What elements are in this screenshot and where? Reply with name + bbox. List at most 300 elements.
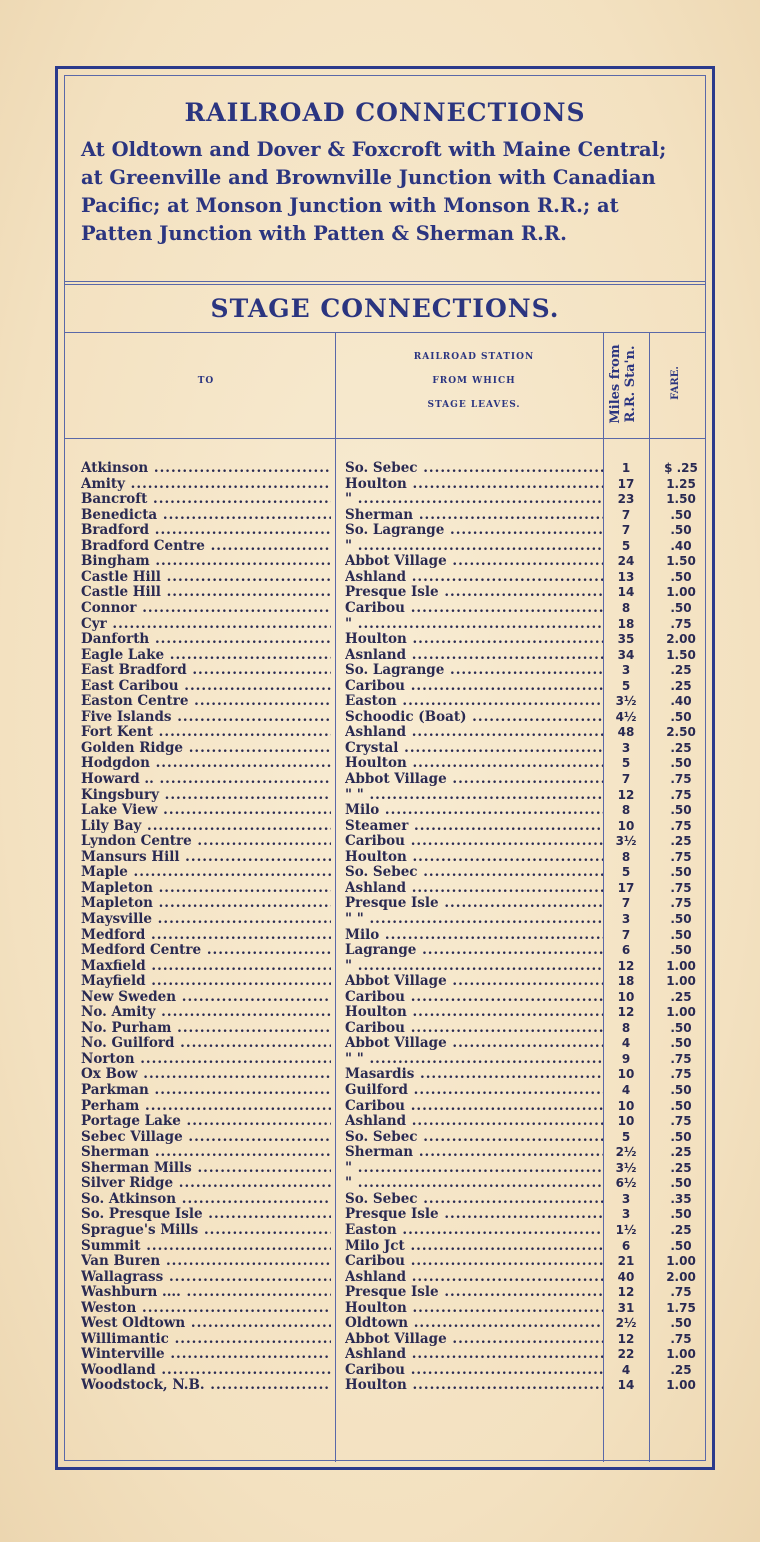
miles-cell: 7 [621, 507, 631, 522]
table-row [65, 539, 705, 554]
table-row [65, 803, 705, 818]
destination-cell: New Sweden ..... [81, 990, 331, 1005]
fare-cell: .75 [670, 896, 692, 911]
table-row [65, 508, 705, 523]
table-row [65, 1254, 705, 1269]
miles-cell: 13 [617, 569, 635, 584]
station-cell: Houlton ..... [345, 1005, 603, 1020]
miles-cell: 23 [617, 492, 635, 507]
miles-cell: 14 [617, 585, 635, 600]
miles-cell: 7 [621, 772, 631, 786]
destination-cell: Eagle Lake ..... [81, 648, 331, 663]
station-cell: Lagrange ..... [345, 943, 603, 958]
station-cell: Presque Isle ..... [345, 585, 603, 600]
destination-cell: Benedicta ..... [81, 508, 331, 523]
table-row [65, 1067, 705, 1082]
fare-cell: .50 [670, 1036, 692, 1051]
fare-cell: .25 [670, 1145, 692, 1160]
miles-cell: 12 [617, 1005, 635, 1020]
miles-cell: 6 [621, 1238, 631, 1253]
destination-cell: Mapleton ..... [81, 896, 331, 911]
station-cell: Caribou ..... [345, 1363, 603, 1378]
station-cell: So. Sebec ..... [345, 461, 603, 476]
miles-cell: 21 [617, 1254, 635, 1269]
station-cell: So. Lagrange ..... [345, 663, 603, 678]
miles-cell: 48 [617, 725, 635, 740]
miles-cell: 3½ [615, 694, 637, 709]
fare-cell: .75 [670, 849, 692, 864]
station-cell: Ashland ..... [345, 725, 603, 740]
table-row [65, 617, 705, 632]
table-row [65, 1005, 705, 1020]
station-cell: Ashland ..... [345, 1270, 603, 1285]
destination-cell: Ox Bow ..... [81, 1067, 331, 1082]
fare-cell: 2.00 [666, 1269, 696, 1284]
station-cell: Ashland ..... [345, 1114, 603, 1129]
inner-border [64, 75, 706, 1461]
miles-cell: 5 [621, 538, 631, 553]
fare-cell: 1.00 [666, 974, 696, 989]
table-top-rule [65, 332, 705, 333]
fare-cell: .25 [670, 1160, 692, 1175]
miles-cell: 34 [617, 647, 635, 662]
table-row [65, 1083, 705, 1098]
railroad-connections-title: RAILROAD CONNECTIONS [184, 98, 586, 127]
destination-cell: Van Buren ..... [81, 1254, 331, 1269]
station-cell: So. Sebec ..... [345, 1192, 603, 1207]
table-row [65, 1176, 705, 1191]
destination-cell: Sherman ..... [81, 1145, 331, 1160]
destination-cell: Amity ..... [81, 477, 331, 492]
station-cell: Milo Jct ..... [345, 1239, 603, 1254]
destination-cell: Maysville ..... [81, 912, 331, 927]
station-cell: Masardis ..... [345, 1067, 603, 1082]
miles-cell: 40 [617, 1269, 635, 1284]
station-cell: Steamer ..... [345, 819, 603, 834]
fare-cell: .35 [670, 1191, 692, 1206]
table-row [65, 1378, 705, 1393]
station-cell: Ashland ..... [345, 1347, 603, 1362]
destination-cell: So. Presque Isle ..... [81, 1207, 331, 1222]
table-row [65, 1130, 705, 1145]
station-cell: Easton ..... [345, 694, 603, 709]
fare-cell: .75 [670, 1114, 692, 1129]
table-row [65, 601, 705, 616]
fare-cell: .50 [670, 1129, 692, 1144]
table-row [65, 1285, 705, 1300]
destination-cell: Cyr ..... [81, 617, 331, 632]
fare-cell: .50 [670, 911, 692, 926]
miles-cell: 17 [617, 476, 635, 491]
station-cell: Caribou ..... [345, 834, 603, 849]
destination-cell: Howard .. ..... [81, 772, 331, 787]
miles-cell: 10 [617, 1114, 635, 1129]
fare-cell: .25 [670, 678, 692, 693]
destination-cell: Hodgdon ..... [81, 756, 331, 771]
miles-cell: 5 [621, 756, 631, 771]
station-cell: Guilford ..... [345, 1083, 603, 1098]
fare-cell: .50 [670, 803, 692, 818]
railroad-connections-text: At Oldtown and Dover & Foxcroft with Maine Central; at Greenville and Brownville Junction with Canadian Pacific; at Monson Junction with Monson R.R.; at Patten Junction with Patten & Sherman R.R. [81, 138, 667, 245]
miles-cell: 3½ [615, 1160, 637, 1175]
miles-cell: 8 [621, 849, 631, 864]
table-row [65, 990, 705, 1005]
header-station-1: RAILROAD STATION [413, 352, 535, 362]
fare-cell: .75 [670, 1051, 692, 1066]
miles-cell: 5 [621, 865, 631, 880]
destination-cell: Castle Hill ..... [81, 570, 331, 585]
table-row [65, 1332, 705, 1347]
destination-cell: Kingsbury ..... [81, 788, 331, 803]
station-cell: " " ..... [345, 912, 603, 927]
destination-cell: Bradford Centre ..... [81, 539, 331, 554]
station-cell: Asnland ..... [345, 648, 603, 663]
table-row [65, 679, 705, 694]
station-cell: Milo ..... [345, 928, 603, 943]
header-miles-1: Miles from [608, 344, 623, 424]
fare-cell: 2.50 [666, 725, 696, 740]
table-row [65, 912, 705, 927]
miles-cell: 3 [621, 740, 631, 755]
station-cell: Schoodic (Boat) ..... [345, 710, 603, 725]
fare-cell: .25 [670, 663, 692, 678]
miles-cell: 14 [617, 1378, 635, 1393]
fare-cell: .50 [670, 569, 692, 584]
fare-cell: 1.25 [666, 476, 696, 491]
miles-cell: 12 [617, 1285, 635, 1300]
table-row [65, 1192, 705, 1207]
fare-cell: 1.00 [666, 585, 696, 600]
station-cell: Abbot Village ..... [345, 1036, 603, 1051]
table-row [65, 772, 705, 787]
destination-cell: Summit ..... [81, 1239, 331, 1254]
station-cell: Abbot Village ..... [345, 554, 603, 569]
station-cell: Presque Isle ..... [345, 1207, 603, 1222]
destination-cell: Sebec Village ..... [81, 1130, 331, 1145]
table-row [65, 570, 705, 585]
destination-cell: Five Islands ..... [81, 710, 331, 725]
destination-cell: Woodland ..... [81, 1363, 331, 1378]
miles-cell: 7 [621, 523, 631, 538]
table-row [65, 710, 705, 725]
table-row [65, 1099, 705, 1114]
table-row [65, 1347, 705, 1362]
fare-cell: .50 [670, 507, 692, 522]
destination-cell: Norton ..... [81, 1052, 331, 1067]
table-row [65, 461, 705, 476]
station-cell: Sherman ..... [345, 508, 603, 523]
station-cell: Milo ..... [345, 803, 603, 818]
fare-cell: .25 [670, 1222, 692, 1237]
destination-cell: Silver Ridge ..... [81, 1176, 331, 1191]
miles-cell: 8 [621, 803, 631, 818]
destination-cell: Mayfield ..... [81, 974, 331, 989]
miles-cell: 3 [621, 911, 631, 926]
miles-cell: 12 [617, 958, 635, 973]
station-cell: Caribou ..... [345, 990, 603, 1005]
destination-cell: Sherman Mills ..... [81, 1161, 331, 1176]
header-to: TO [197, 376, 215, 386]
fare-cell: .50 [670, 1083, 692, 1097]
destination-cell: No. Purham ..... [81, 1021, 331, 1036]
station-cell: Houlton ..... [345, 850, 603, 865]
stage-connections-title: STAGE CONNECTIONS. [210, 294, 560, 323]
station-cell: Caribou ..... [345, 1254, 603, 1269]
destination-cell: No. Guilford ..... [81, 1036, 331, 1051]
destination-cell: East Bradford ..... [81, 663, 331, 678]
miles-cell: 1½ [615, 1222, 637, 1237]
table-row [65, 974, 705, 989]
destination-cell: Willimantic ..... [81, 1332, 331, 1347]
fare-cell: .50 [670, 943, 692, 958]
table-row [65, 943, 705, 958]
table-row [65, 1270, 705, 1285]
miles-cell: 4 [621, 1036, 631, 1051]
station-cell: Ashland ..... [345, 881, 603, 896]
fare-cell: .75 [670, 1285, 692, 1300]
station-cell: Ashland ..... [345, 570, 603, 585]
table-row [65, 756, 705, 771]
fare-cell: .25 [670, 740, 692, 755]
station-cell: " ..... [345, 1161, 603, 1176]
destination-cell: Wallagrass ..... [81, 1270, 331, 1285]
destination-cell: Medford Centre ..... [81, 943, 331, 958]
station-cell: Caribou ..... [345, 679, 603, 694]
table-row [65, 1239, 705, 1254]
table-row [65, 959, 705, 974]
fare-cell: .50 [670, 1238, 692, 1253]
station-cell: Houlton ..... [345, 1378, 603, 1393]
station-cell: Caribou ..... [345, 601, 603, 616]
table-row [65, 725, 705, 740]
table-row [65, 1301, 705, 1316]
miles-cell: 4½ [615, 709, 637, 724]
station-cell: Caribou ..... [345, 1021, 603, 1036]
table-row [65, 865, 705, 880]
fare-cell: .40 [670, 538, 692, 553]
miles-cell: 10 [617, 1067, 635, 1082]
station-cell: So. Lagrange ..... [345, 523, 603, 538]
destination-cell: West Oldtown ..... [81, 1316, 331, 1331]
station-cell: Easton ..... [345, 1223, 603, 1238]
station-cell: So. Sebec ..... [345, 865, 603, 880]
destination-cell: Woodstock, N.B. ..... [81, 1378, 331, 1393]
destination-cell: Danforth ..... [81, 632, 331, 647]
table-row [65, 477, 705, 492]
fare-cell: .75 [670, 616, 692, 631]
miles-cell: 17 [617, 880, 635, 895]
fare-cell: .50 [670, 927, 692, 942]
table-row [65, 663, 705, 678]
header-station-3: STAGE LEAVES. [427, 400, 521, 410]
miles-cell: 18 [617, 974, 635, 989]
fare-cell: .25 [670, 834, 692, 849]
station-cell: Crystal ..... [345, 741, 603, 756]
fare-cell: 1.00 [666, 1378, 696, 1393]
station-cell: Oldtown ..... [345, 1316, 603, 1331]
fare-cell: .25 [670, 1362, 692, 1377]
station-cell: Presque Isle ..... [345, 1285, 603, 1300]
miles-cell: 3 [621, 1191, 631, 1206]
fare-cell: .50 [670, 1207, 692, 1222]
destination-cell: Bingham ..... [81, 554, 331, 569]
miles-cell: 5 [621, 678, 631, 693]
destination-cell: Lake View ..... [81, 803, 331, 818]
station-cell: " ..... [345, 1176, 603, 1191]
fare-cell: .50 [670, 1020, 692, 1035]
miles-cell: 12 [617, 787, 635, 802]
station-cell: Sherman ..... [345, 1145, 603, 1160]
destination-cell: So. Atkinson ..... [81, 1192, 331, 1207]
fare-cell: .25 [670, 989, 692, 1004]
destination-cell: Portage Lake ..... [81, 1114, 331, 1129]
fare-cell: 1.50 [666, 647, 696, 662]
fare-cell: .50 [670, 1176, 692, 1191]
table-row [65, 741, 705, 756]
fare-cell: 1.50 [666, 554, 696, 569]
fare-cell: .75 [670, 818, 692, 833]
destination-cell: Mapleton ..... [81, 881, 331, 896]
destination-cell: Mansurs Hill ..... [81, 850, 331, 865]
destination-cell: Maple ..... [81, 865, 331, 880]
destination-cell: Fort Kent ..... [81, 725, 331, 740]
miles-cell: 2½ [615, 1145, 637, 1160]
miles-cell: 4 [621, 1362, 631, 1377]
station-cell: Caribou ..... [345, 1099, 603, 1114]
miles-cell: 7 [621, 927, 631, 942]
miles-cell: 6½ [615, 1176, 637, 1191]
miles-cell: 3 [621, 1207, 631, 1222]
table-row [65, 834, 705, 849]
destination-cell: East Caribou ..... [81, 679, 331, 694]
station-cell: " ..... [345, 959, 603, 974]
section-divider [65, 284, 705, 285]
miles-cell: 8 [621, 1020, 631, 1035]
station-cell: So. Sebec ..... [345, 1130, 603, 1145]
station-cell: " ..... [345, 539, 603, 554]
miles-cell: 22 [617, 1347, 635, 1362]
outer-border [55, 66, 715, 1470]
station-cell: Houlton ..... [345, 632, 603, 647]
fare-cell: 1.50 [666, 492, 696, 507]
station-cell: " ..... [345, 617, 603, 632]
fare-cell: .75 [670, 787, 692, 802]
destination-cell: Easton Centre ..... [81, 694, 331, 709]
destination-cell: Sprague's Mills ..... [81, 1223, 331, 1238]
destination-cell: Castle Hill ..... [81, 585, 331, 600]
destination-cell: Parkman ..... [81, 1083, 331, 1098]
miles-cell: 9 [621, 1051, 631, 1066]
header-bottom-rule [65, 438, 705, 439]
header-miles-2: R.R. Sta'n. [623, 345, 638, 423]
fare-cell: 1.00 [666, 1254, 696, 1269]
destination-cell: Atkinson ..... [81, 461, 331, 476]
destination-cell: Medford ..... [81, 928, 331, 943]
table-row [65, 1207, 705, 1222]
table-row [65, 585, 705, 600]
miles-cell: 3½ [615, 834, 637, 849]
miles-cell: 12 [617, 1331, 635, 1346]
miles-cell: 3 [621, 663, 631, 678]
destination-cell: Maxfield ..... [81, 959, 331, 974]
miles-cell: 4 [621, 1083, 631, 1097]
destination-cell: Bancroft ..... [81, 492, 331, 507]
station-cell: Abbot Village ..... [345, 974, 603, 989]
table-row [65, 1316, 705, 1331]
table-row [65, 1114, 705, 1129]
station-cell: " " ..... [345, 1052, 603, 1067]
station-cell: Abbot Village ..... [345, 1332, 603, 1347]
section-divider [65, 281, 705, 282]
table-row [65, 632, 705, 647]
fare-cell: 2.00 [666, 632, 696, 647]
table-row [65, 554, 705, 569]
station-cell: " ..... [345, 492, 603, 507]
fare-cell: .75 [670, 772, 692, 786]
fare-cell: 1.75 [666, 1300, 696, 1315]
table-row [65, 523, 705, 538]
table-row [65, 492, 705, 507]
table-row [65, 881, 705, 896]
station-cell: Houlton ..... [345, 756, 603, 771]
header-station-2: FROM WHICH [432, 376, 516, 386]
station-cell: Houlton ..... [345, 1301, 603, 1316]
fare-cell: .50 [670, 756, 692, 771]
miles-cell: 31 [617, 1300, 635, 1315]
table-row [65, 694, 705, 709]
fare-cell: .40 [670, 694, 692, 709]
table-row [65, 1161, 705, 1176]
destination-cell: No. Amity ..... [81, 1005, 331, 1020]
destination-cell: Connor ..... [81, 601, 331, 616]
fare-cell: 1.00 [666, 1005, 696, 1020]
miles-cell: 5 [621, 1129, 631, 1144]
fare-cell: .50 [670, 709, 692, 724]
table-row [65, 928, 705, 943]
destination-cell: Lyndon Centre ..... [81, 834, 331, 849]
table-row [65, 1363, 705, 1378]
miles-cell: 2½ [615, 1316, 637, 1331]
table-row [65, 648, 705, 663]
table-row [65, 1021, 705, 1036]
table-row [65, 1223, 705, 1238]
fare-cell: .50 [670, 1316, 692, 1331]
station-cell: Houlton ..... [345, 477, 603, 492]
fare-cell: .75 [670, 1331, 692, 1346]
fare-cell: .75 [670, 1067, 692, 1082]
destination-cell: Bradford ..... [81, 523, 331, 538]
station-cell: Presque Isle ..... [345, 896, 603, 911]
table-row [65, 1052, 705, 1067]
miles-cell: 10 [617, 989, 635, 1004]
table-row [65, 819, 705, 834]
header-fare: FARE. [670, 366, 681, 400]
miles-cell: 10 [617, 1098, 635, 1113]
fare-cell: .75 [670, 880, 692, 895]
miles-cell: 6 [621, 943, 631, 958]
fare-cell: .50 [670, 523, 692, 538]
destination-cell: Perham ..... [81, 1099, 331, 1114]
destination-cell: Weston ..... [81, 1301, 331, 1316]
miles-cell: 8 [621, 600, 631, 615]
station-cell: " " ..... [345, 788, 603, 803]
fare-cell: 1.00 [666, 958, 696, 973]
miles-cell: 1 [621, 461, 631, 475]
destination-cell: Winterville ..... [81, 1347, 331, 1362]
fare-cell: .50 [670, 865, 692, 880]
miles-cell: 24 [617, 554, 635, 569]
fare-cell: 1.00 [666, 1347, 696, 1362]
